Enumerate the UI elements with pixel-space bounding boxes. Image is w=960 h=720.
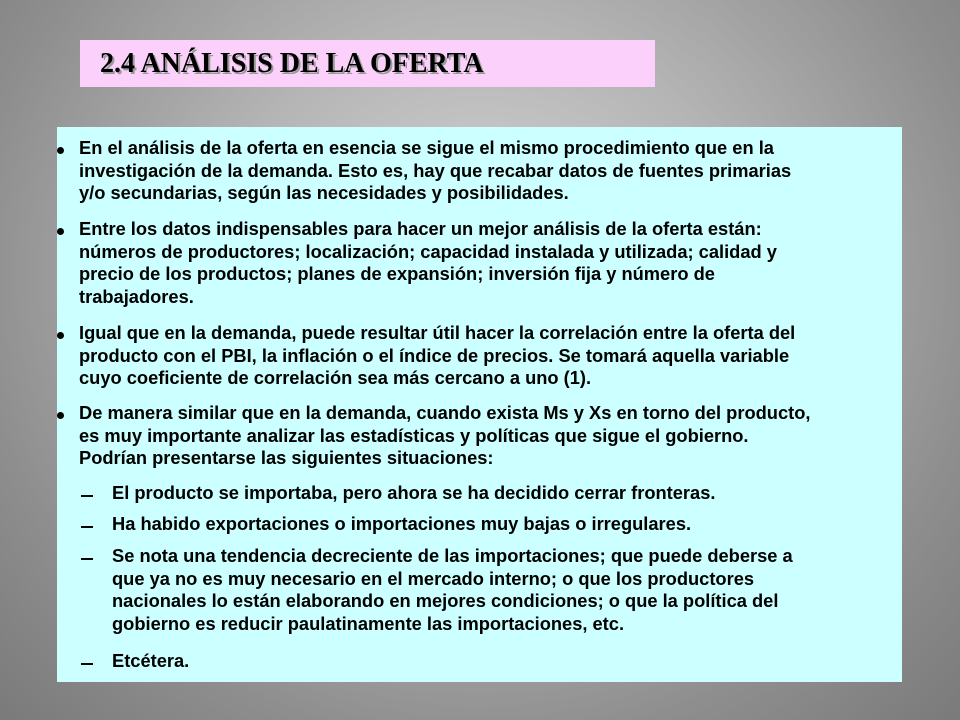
- bullet-text: En el análisis de la oferta en esencia se sigue el mismo procedimiento que en la investigación de la demanda. Esto es, hay que recabar datos de fuentes primarias y/o secundarias, según las necesidades y posibilidades.: [79, 137, 792, 203]
- bullet-icon: [57, 228, 64, 235]
- dash-icon: [81, 526, 93, 528]
- sub-item-text: Etcétera.: [112, 650, 190, 671]
- dash-icon: [81, 558, 93, 560]
- page-title: 2.4 ANÁLISIS DE LA OFERTA: [100, 48, 484, 79]
- content-box: [57, 127, 902, 682]
- bullet-icon: [57, 412, 64, 419]
- sub-item-text: Se nota una tendencia decreciente de las importaciones; que puede deberse a que ya no es muy necesario en el mercado interno; o que los productores nacionales lo están elaborando en mejores condiciones; o que la política del gobierno es reducir paulatinamente las importaciones, etc.: [112, 545, 793, 634]
- bullet-text: De manera similar que en la demanda, cuando exista Ms y Xs en torno del producto, es muy importante analizar las estadísticas y políticas que sigue el gobierno. Podrían presentarse las siguientes situaciones:: [79, 402, 811, 468]
- sub-item-text: El producto se importaba, pero ahora se ha decidido cerrar fronteras.: [112, 482, 716, 503]
- bullet-text: Entre los datos indispensables para hacer un mejor análisis de la oferta están: números de productores; localización; capacidad instalada y utilizada; calidad y precio de los productos; planes de expansión; inversión fija y número de trabajadores.: [79, 218, 777, 307]
- bullet-icon: [57, 147, 64, 154]
- dash-icon: [81, 663, 93, 665]
- title-box: [80, 40, 655, 87]
- bullet-icon: [57, 332, 64, 339]
- sub-item-text: Ha habido exportaciones o importaciones muy bajas o irregulares.: [112, 513, 692, 534]
- bullet-text: Igual que en la demanda, puede resultar útil hacer la correlación entre la oferta del producto con el PBI, la inflación o el índice de precios. Se tomará aquella variable cuyo coeficiente de correlación sea más cercano a uno (1).: [79, 322, 796, 388]
- dash-icon: [81, 495, 93, 497]
